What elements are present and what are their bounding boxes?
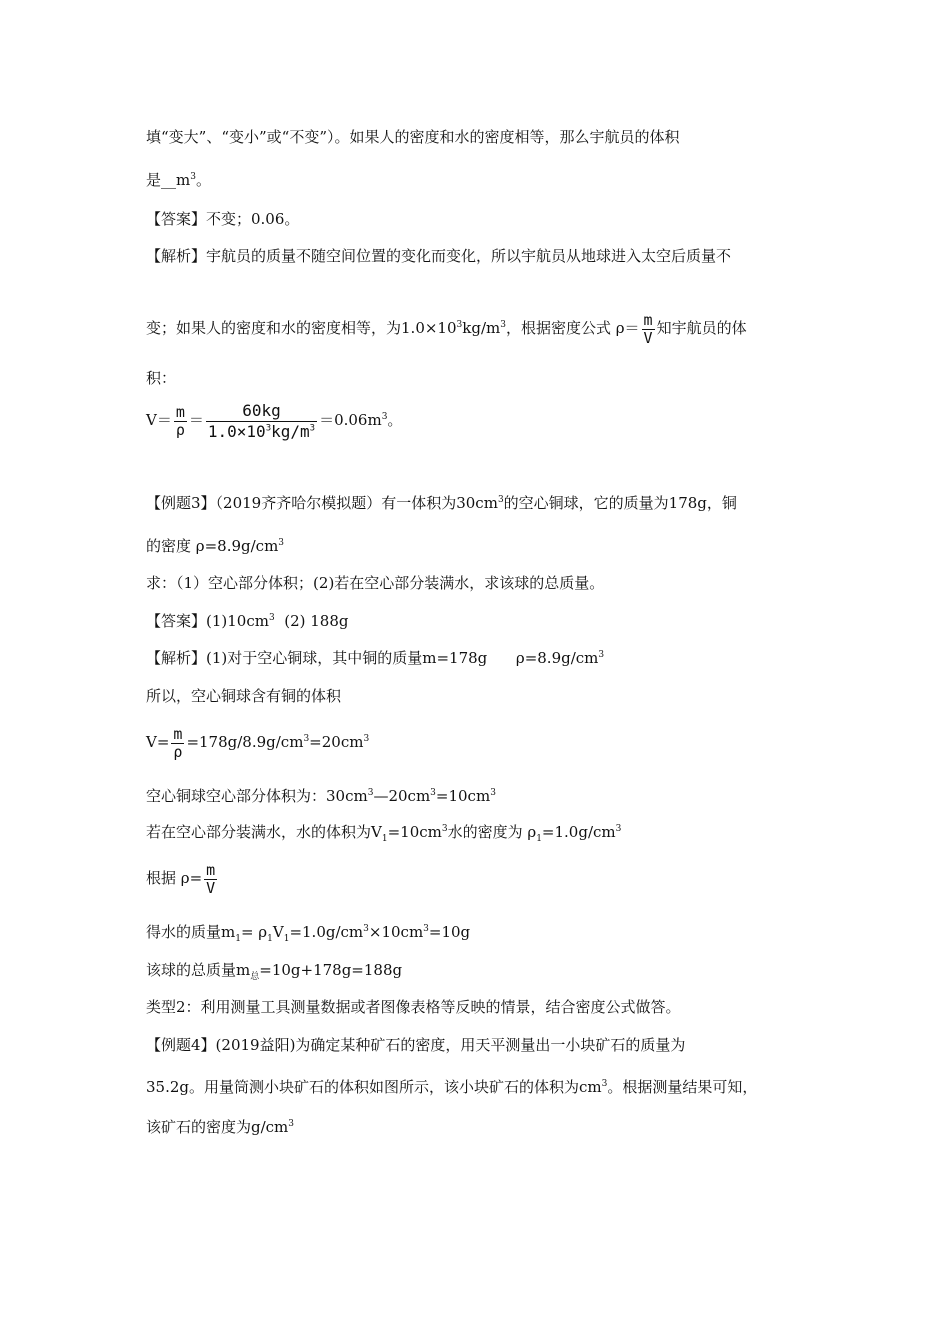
formula-line (146, 398, 402, 442)
text: kg/m (462, 319, 501, 337)
superscript: 3 (441, 824, 448, 834)
text: 的空心铜球，它的质量为178g，铜 (503, 494, 737, 512)
example-heading: 【例题4】(2019益阳)为确定某种矿石的密度，用天平测量出一小块矿石的质量为 (146, 1036, 686, 1054)
denominator (206, 422, 317, 442)
formula-line (146, 724, 369, 761)
superscript: 3 (601, 1079, 608, 1089)
text-line: 所以，空心铜球含有铜的体积 (146, 687, 342, 705)
subscript: 1 (267, 934, 273, 944)
text-line (146, 1077, 757, 1097)
subscript: 1 (381, 834, 388, 844)
fraction-m-over-rho (171, 726, 184, 761)
denominator: V (643, 328, 653, 347)
text: =10cm (435, 787, 491, 805)
superscript: 3 (190, 172, 196, 182)
analysis-line (146, 648, 604, 668)
superscript: 3 (363, 734, 370, 744)
text: ＝0.06m (319, 411, 382, 429)
numerator: m (175, 402, 185, 421)
section-line: 类型2：利用测量工具测量数据或者图像表格等反映的情景，结合密度公式做答。 (146, 998, 681, 1016)
text: ＝ (188, 411, 204, 429)
text: = ρ (240, 923, 268, 941)
superscript: 3 (381, 412, 388, 422)
text: —20cm (373, 787, 431, 805)
text: 的密度 ρ=8.9g/cm (146, 537, 279, 555)
text: 变；如果人的密度和水的密度相等，为1.0×10 (146, 319, 457, 337)
text: V (272, 923, 284, 941)
superscript: 3 (278, 538, 285, 548)
superscript: 3 (598, 650, 605, 660)
text: 根据 ρ= (146, 869, 203, 887)
text-line (146, 960, 402, 980)
text: 空心铜球空心部分体积为：30cm (146, 787, 368, 805)
text-line (146, 536, 284, 556)
text-line (146, 822, 621, 842)
fraction-m-over-rho (174, 404, 187, 439)
text-line (146, 311, 747, 347)
text-line: 积： (146, 369, 177, 387)
text: =10g+178g=188g (259, 961, 403, 979)
text: 知宇航员的体 (656, 319, 747, 337)
numerator: m (206, 860, 216, 879)
text: =10g (428, 923, 471, 941)
text: 得水的质量m (146, 923, 236, 941)
text: 。 (387, 411, 403, 429)
text: kg/m (271, 421, 310, 441)
numerator: m (643, 310, 653, 329)
text: =1.0g/cm (289, 923, 364, 941)
superscript: 3 (430, 788, 436, 798)
superscript: 3 (615, 824, 622, 834)
example-heading (146, 493, 737, 513)
subscript: 1 (536, 834, 542, 844)
text: 。 (195, 171, 211, 189)
superscript: 3 (367, 788, 374, 798)
text: 该矿石的密度为g/cm (146, 1118, 289, 1136)
answer-line (146, 611, 349, 631)
superscript: 3 (490, 788, 496, 798)
text-line (146, 922, 470, 942)
text: =178g/8.9g/cm (186, 733, 304, 751)
text: ×10cm (368, 923, 424, 941)
text: V= (146, 733, 170, 751)
subscript: 1 (235, 934, 241, 944)
numerator: m (173, 724, 183, 743)
text: (2) 188g (274, 612, 349, 630)
analysis-line: 【解析】宇航员的质量不随空间位置的变化而变化，所以宇航员从地球进入太空后质量不 (146, 247, 732, 265)
subscript: 1 (283, 934, 290, 944)
denominator: ρ (173, 742, 183, 761)
superscript: 3 (288, 1119, 295, 1129)
text: =10cm (387, 823, 442, 841)
text-line (146, 170, 211, 190)
text: =1.0g/cm (541, 823, 616, 841)
superscript: 3 (423, 924, 429, 934)
text: 1.0×10 (207, 421, 266, 441)
fraction-m-over-v (642, 312, 655, 347)
superscript: 3 (363, 924, 369, 934)
numerator: 60kg (206, 401, 317, 422)
superscript: 3 (500, 320, 506, 330)
text: 35.2g。用量筒测小块矿石的体积如图所示，该小块矿石的体积为cm (146, 1078, 602, 1096)
superscript: 3 (456, 320, 463, 330)
text: =20cm (309, 733, 364, 751)
subscript: 总 (250, 972, 260, 982)
text-line: 填“变大”、“变小”或“不变”）。如果人的密度和水的密度相等，那么宇航员的体积 (146, 128, 680, 146)
answer-line: 【答案】不变；0.06。 (146, 210, 300, 228)
text: 是__m (146, 171, 191, 189)
denominator: V (206, 878, 216, 897)
superscript: 3 (497, 495, 504, 505)
text: 【答案】(1)10cm (146, 612, 269, 630)
text: 若在空心部分装满水，水的体积为V (146, 823, 382, 841)
question-line: 求：（1）空心部分体积；(2)若在空心部分装满水，求该球的总质量。 (146, 574, 605, 592)
text: 。根据测量结果可知， (607, 1078, 758, 1096)
formula-line (146, 860, 219, 897)
text: V＝ (146, 411, 172, 429)
text-line (146, 786, 496, 806)
superscript: 3 (303, 734, 310, 744)
denominator: ρ (175, 420, 185, 439)
superscript: 3 (268, 613, 275, 623)
text: ，根据密度公式 ρ＝ (505, 319, 640, 337)
text-line (146, 1117, 294, 1137)
fraction-mass-over-density (206, 401, 317, 442)
text: 【例题3】（2019齐齐哈尔模拟题）有一体积为30cm (146, 494, 498, 512)
text: 该球的总质量m (146, 961, 251, 979)
superscript: 3 (309, 423, 316, 434)
text: 水的密度为 ρ (447, 823, 537, 841)
fraction-m-over-v (204, 862, 217, 897)
text: 【解析】(1)对于空心铜球，其中铜的质量m=178g ρ=8.9g/cm (146, 649, 599, 667)
superscript: 3 (265, 423, 272, 434)
